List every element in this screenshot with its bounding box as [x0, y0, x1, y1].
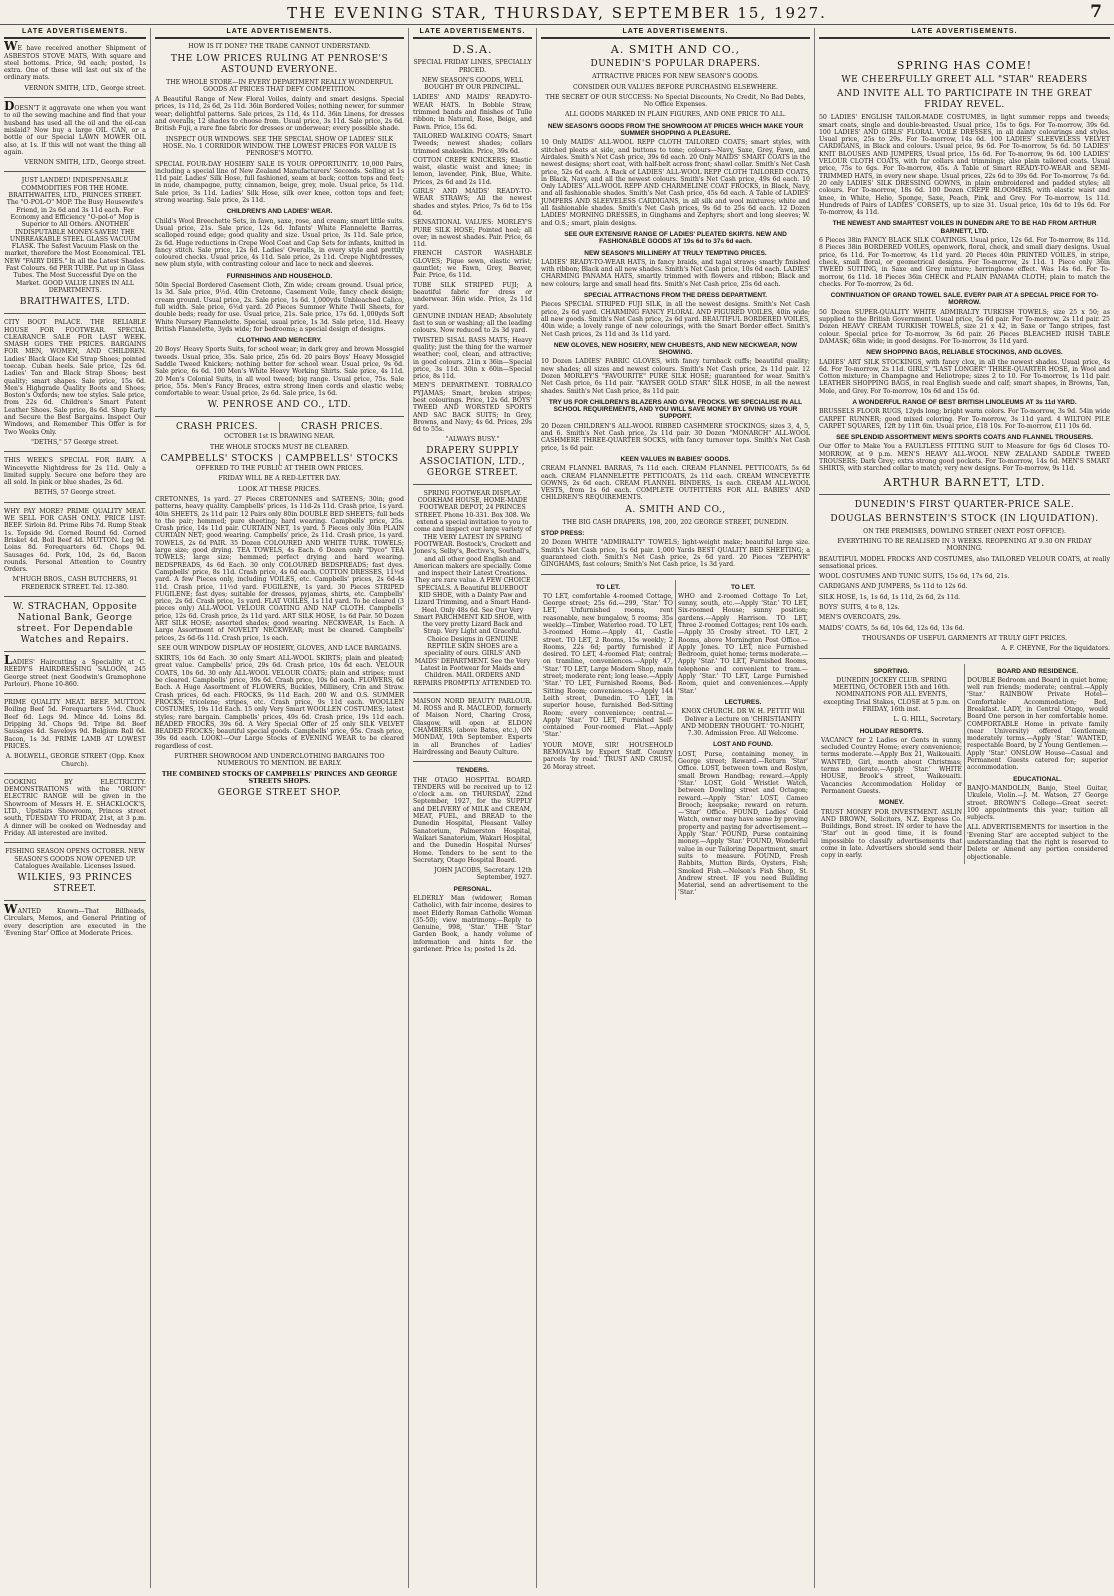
- masthead: [0, 0, 1114, 25]
- smith-section-body: Pieces SPECIAL STRIPED FUJI SILK, in all the newest designs. Smith's Net Cash price, 2s 6d yard. CHARMING FANCY FLORAL AND FIGURED VOILES, 40in wide; all new goods. Smith's Net Cash price, 2s 6d yard. BEAUTIFUL BORDERED VOILES, 40in wide; a lovely range of new colourings, with the Smart Border effect. Smith's Net Cash prices, 2s 11d and 3s 11d yard.: [541, 301, 810, 338]
- dsa-item: FRENCH CASTOR WASHABLE GLOVES; Pique sewn, elastic wrist; gauntlet; we Fawn, Grey, Beaver, Pair. Price, 6s 11d.: [413, 250, 532, 280]
- tolet-text: WHO and 2-roomed Cottage To Let, sunny, south, etc.—Apply 'Star.' TO LET, Six-roomed House; sunny position; gardens.—Apply Harrison. TO LET, Three 2-roomed Cottages; rent 10s each.—Apply 35 Crosby street. TO LET, 2 Rooms, above Mornington Post Office.—Apply Jones. TO LET, nice Furnished Bedroom, quiet home; terms moderate.—Apply 'Star.' TO LET, Furnished Rooms, telephone and convenient to tram.—Apply 'Star.' TO LET, Large Furnished Room, quiet and conveniences.—Apply 'Star.': [678, 592, 808, 695]
- bernstein-title: DUNEDIN'S FIRST QUARTER-PRICE SALE.: [854, 499, 1075, 510]
- classified-right: [964, 664, 1110, 864]
- smith-signature-address: THE BIG CASH DRAPERS, 198, 200, 202 GEORGE STREET, DUNEDIN.: [562, 518, 789, 526]
- bernstein-line: SILK HOSE, 1s, 1s 6d, 1s 11d, 2s 6d, 2s 11d.: [819, 593, 961, 601]
- divider: [4, 900, 146, 901]
- bernstein-line: CARDIGANS AND JUMPERS, 5s 11d to 12s 6d.: [819, 583, 968, 591]
- divider: [4, 171, 146, 172]
- ad-shacklock-electric: COOKING BY ELECTRICITY. DEMONSTRATIONS with the "ORION" ELECTRIC RANGE will be given in the Showroom of Messrs H. E. SHACKLOCK'S, LTD., Upstairs Showroom, Princes street south, TUESDAY TO FRIDAY, 21st, at 3 p.m. A dinner will be cooked on Wednesday and Friday. All interested are invited.: [4, 778, 146, 837]
- smith-section-body: CREAM FLANNEL BARRAS, 7s 11d each. CREAM FLANNEL PETTICOATS, 5s 6d each. CREAM FLANNELETTE PETTICOATS, 2s 11d each. CREAM WINCEYETTE GOWNS, 2s 6d each. CREAM FLANNEL BINDERS, 1s each. CREAM ALL-WOOL VESTS, from 1s 6d each. COMPLETE OUTFITTERS FOR ALL BABIES' AND CHILDREN'S REQUIREMENTS.: [541, 465, 810, 502]
- friday-revel: AND INVITE ALL TO PARTICIPATE IN THE GREAT FRIDAY REVEL.: [836, 89, 1093, 111]
- campbells-items-2: SKIRTS, 10s 6d Each. 30 only Smart ALL-WOOL SKIRTS; plain and pleated; great value. Campbells' price, 29s 6d. Crash price, 10s 6d each. VELOUR COATS, 10s 6d. 30 only ALL-WOOL VELOUR COATS; plain and stripes; must be cleared. Campbells' price, 39s 6d. Crash price, 10s 6d each. FLOWERS, 6d Each. A Huge Assortment of FLOWERS, Buckles, Millinery, Crin and Straw. Crash prices, 6d each. FROCKS, 9s 11d Each. 200 W. and O.S. SUMMER FROCKS; tricolene; stripes, etc. Crash price, 9s 11d each. WOOLLEN COSTUMES, 19s 11d Each. 15 only Very Smart WOOLLEN COSTUMES; latest styles; rare bargain. Campbells' prices, 49s 6d. Crash price, 19s 11d each. BEADED FROCKS, 39s 6d. A Very Special Offer of 25 only SILK VELVET BEADED FROCKS; beautiful special goods. Campbells' price, 95s. Crash price, 39s 6d each. LOOK!—Our Large Stocks of EVENING WEAR to be cleared regardless of cost.: [155, 655, 404, 750]
- crash-intro-1: OCTOBER 1st IS DRAWING NEAR.: [224, 433, 335, 441]
- column-3: [408, 28, 536, 1588]
- ad-oilcan-text: DOESN'T it aggravate one when you want to oil the sewing machine and find that your husband has used all the oil and the oil-can mislaid? Now buy a large OIL CAN, or a bottle of our Special LAWN MOWER OIL also, at 1s. If this will not want the thing all again.: [4, 99, 146, 156]
- divider: [4, 773, 146, 774]
- money-text: TRUST MONEY FOR INVESTMENT. ASLIN AND BROWN, Solicitors, N.Z. Express Co. Buildings, Bond street. IN order to have the 'Star' out in good time, it is found impossible to classify advertisements that come in late. Advertisers should send their copy in early.: [821, 808, 962, 860]
- greet-readers: WE CHEERFULLY GREET ALL "STAR" READERS: [841, 75, 1088, 86]
- divider: [4, 502, 146, 503]
- ad-mhugh-sig: M'HUGH BROS., CASH BUTCHERS, 91 FREDERICK STREET. Tel. 12-380.: [12, 576, 138, 591]
- removals-ad: YOUR MOVE, SIR! HOUSEHOLD REMOVALS by Expert Staff. Country parcels 'by road.' TRUST AND CRUST, 26 Moray street.: [543, 741, 673, 771]
- divider: [819, 658, 1110, 659]
- ad-braithwaites-text: JUST LANDED! INDISPENSABLE COMMODITIES FOR THE HOME. BRAITHWAITES, LTD., PRINCES STREET. The "O-POL-O" MOP. The Busy Housewife's Friend, in 2s 6d and 3s 11d each. For Economy and Efficiency "O-pol-o" Mop is Superior to All Others. ANOTHER INDISPUTABLE MONEY-SAVER! THE UNBREAKABLE STEEL GLASS VACUUM FLASK. The Safest Vacuum Flask on the market, therefore the Most Economical. TEL NEW "FAIRY DIES." In all the Latest Shades. Fast Colours. 6d PER TUBE. Put up in Glass Tubes. The Most Successful Dye on the Market. GOOD VALUE LINES IN ALL DEPARTMENTS.: [4, 177, 146, 294]
- bernstein-line: BEAUTIFUL MODEL FROCKS AND COSTUMES, also TAILORED VELOUR COATS, at really sensational prices.: [819, 555, 1110, 570]
- campbells-right: CAMPBELLS' STOCKS: [279, 454, 404, 465]
- campbells-intro-1: OFFERED TO THE PUBLIC AT THEIR OWN PRICES.: [195, 465, 364, 473]
- campbells-items: CRETONNES, 1s yard. 27 Pieces CRETONNES and SATEENS; 30in; good patterns, heavy quality. Campbells' prices, 1s 11d-2s 11d. Crash price, 1s yard. 40in SHEETS, 2s 11d pair. 12 Pairs only 80in DOUBLE BED SHEETS; full beds to the pair; hemmed; pure sheeting; hard wearing. Campbells' price, 25s. Crash price, 14s 11d pair. CURTAIN NET, 1s yard. 5 Pieces only 30in PLAIN CURTAIN NET; good wearing. Campbells' price, 2s 11d. Crash price, 1s yard. TOWELS, 2s 6d PAIR. 35 Dozen COLOURED AND WHITE TURK. TOWELS; large size; good drying. TEA TOWELS, 4s Each. 6 Dozen only "Dyco" TEA TOWELS; large size; hemmed; perfect drying and hard wearing. BEDSPREADS, 4s 6d Each. 30 only COLOURED BEDSPREADS; fast dyes. Campbells' price, 8s 11d. Crash price, 4s 6d each. COTTON DRESSES, 11½d yard. A few Pieces only, including VOILES, etc. Campbells' prices, 2s 6d-4s 11d. Crash price, 11½d yard. FUGILENE, 1s yard. 30 Pieces STRIPED FUGILENE; fast dyes; suitable for dresses, pyjamas, shirts, etc. Campbells' price, 2s 6d. Crash price, 1s yard. FLAT VOILES, 1s 11d yard. To be cleared (3 pieces only) ALL-WOOL VELOUR COATING AND NAP CLOTH. Campbells' price, 12s 6d. Crash price, 2s 11d yard. ART SILK HOSE, 1s 6d Pair. 50 Dozen ART SILK HOSE; assorted shades; good wearing. NECKWEAR, 1s Each. A Large Assortment of NOVELTY NECKWEAR; must be cleared. Campbells' prices, 2s 6d-6s 11d. Crash price, 1s each.: [155, 495, 404, 642]
- educational-header: EDUCATIONAL.: [1013, 775, 1062, 783]
- spring-has-come: SPRING HAS COME!: [896, 59, 1033, 73]
- barnett-section-body: BRUSSELS FLOOR RUGS, 12yds long; bright warm colors. For To-morrow, 3s 9d. 54in wide CARPET RUNNER; good mixed coloring. For To-morrow, 3s 11d yard. 4 WILTON PILE CARPET SQUARES, 12ft by 11ft 6in. Usual price, £18 10s. For To-morrow, £11 10s 6d.: [819, 408, 1110, 430]
- tenders-signature: JOHN JACOBS, Secretary. 12th September, 1927.: [434, 867, 532, 882]
- maison-nord-ad: MAISON NORD BEAUTY PARLOUR. M. ROSS and R. MACLEOD, formerly of Maison Nord, Charing Cross, Glasgow, will open at ELDON CHAMBERS, (above Bates, etc.), ON MONDAY, 19th September. Experts in all Branches of Ladies' Hairdressing and Beauty Culture.: [413, 697, 532, 756]
- barnett-section-head: A WONDERFUL RANGE OF BEST BRITISH LINOLEUMS AT 3s 11d YARD.: [852, 398, 1077, 406]
- crash-prices-heading: [155, 422, 404, 433]
- page-number: 7: [1090, 2, 1102, 22]
- lost-found-header: LOST AND FOUND.: [713, 741, 773, 749]
- bernstein-line: BOYS' SUITS, 4 to 8, 12s.: [819, 604, 900, 612]
- dsa-item: GENUINE INDIAN HEAD; Absolutely fast to sun or washing; all the leading colours. Now reduced to 2s 3d yard.: [413, 312, 532, 335]
- smith-intro: CONSIDER OUR VALUES BEFORE PURCHASING ELSEWHERE.: [572, 83, 779, 91]
- smith-section-head: SPECIAL ATTRACTIONS FROM THE DRESS DEPARTMENT.: [583, 292, 768, 300]
- dsa-item: TAILORED WALKING COATS; Smart Tweeds; newest shades; collars trimmed snakeskin. Price, 39s 6d.: [413, 132, 532, 155]
- dsa-item: GIRLS' AND MAIDS' READY-TO-WEAR STRAWS; All the newest shades and styles. Price, 7s 6d to 15s 6d.: [413, 188, 532, 217]
- campbells-footer-3: GEORGE STREET SHOP.: [217, 788, 342, 799]
- ad-bolwell-text: PRIME QUALITY MEAT. BEEF. MUTTON. Boiling Beef 5d. Forequarters 5½d. Chuck Beef 6d. Legs 9d. Mince 4d. Loins 8d. Dripping 3d. Chops 9d. Tripe 8d. Beef Sausages 4d. Saveloys 9d. Belgium Roll 6d. Bacon, 1s 3d. PRIME LAMB AT LOWEST PRICES.: [4, 699, 146, 750]
- ad-printing: WANTED Known—That Billheads, Circulars, Memos, and General Printing of every description are executed in the 'Evening Star' Office at Moderate Prices.: [4, 902, 146, 938]
- dsa-item: COTTON CREPE KNICKERS; Elastic waist, elastic waist and knee; in lemon, lavender, Pink, Blue, White. Prices, 2s 6d and 2s 11d.: [413, 156, 532, 186]
- ad-braithwaites-sig: BRAITHWAITES, LTD.: [19, 297, 131, 308]
- dsa-title: D.S.A.: [452, 43, 493, 57]
- holiday-header: HOLIDAY RESORTS.: [859, 727, 924, 735]
- dsa-item: SENSATIONAL VALUES: MORLEY'S PURE SILK HOSE; Pointed heel; all over; in newest shades. Pair. Price, 6s 11d.: [413, 219, 532, 249]
- barnett-section-body: LADIES' ART SILK STOCKINGS, with fancy clox, in all the newest shades. Usual price, 4s 6d. For To-morrow, 2s 11d. GIRLS' "LAST LONGER" THREE-QUARTER HOSE, in Wool and Cotton mixture; in Champagne and Heliotrope; sizes 2 to 10. For To-morrow, 1s 11d pair. LEATHER SHOPPING BAGS, in real English suede and calf; smart shapes, in Browns, Tan, Mole, and Grey. For To-morrow, 10s 6d and 15s 6d.: [819, 358, 1110, 395]
- tolet-column-b: [675, 580, 810, 900]
- dsa-item: TUBE SILK STRIPED FUJI; A beautiful fabric for dress or underwear. 36in wide. Price, 2s 11d yard.: [413, 281, 532, 311]
- barnett-section-head: SEE SPLENDID ASSORTMENT MEN'S SPORTS COATS AND FLANNEL TROUSERS.: [836, 434, 1093, 442]
- ad-asbestos-sig: VERNON SMITH, LTD., George street.: [24, 84, 146, 92]
- smith-section-body: LADIES' READY-TO-WEAR HATS, in fancy braids, and tagal straws; smartly finished with ribbon; Black and all new shades. Smith's Net Cash price, 10s 6d each. LADIES' CHARMING PANAMA HATS, smartly trimmed with flowers and ribbon; Black and new colours; large and small head fits. Smith's Net Cash price, 25s 6d each.: [541, 258, 810, 288]
- bernstein-line: MEN'S OVERCOATS, 29s.: [819, 614, 901, 622]
- campbells-window: SEE OUR WINDOW DISPLAY OF HOSIERY, GLOVES, AND LACE BARGAINS.: [157, 644, 402, 652]
- tolet-header: TO LET.: [730, 583, 756, 591]
- divider: [413, 761, 532, 762]
- penrose-section-head: CHILDREN'S AND LADIES' WEAR.: [226, 208, 333, 216]
- barnett-section-body: 50 Dozen SUPER-QUALITY WHITE ADMIRALTY TURKISH TOWELS; size 25 x 50; as supplied to the British Government. Usual price, 5s 6d pair. For To-morrow, 2s 11d pair. 25 Dozen HEAVY CREAM TURKISH TOWELS, size 21 x 42, in Saxe or Tango stripes, fast colour. Special price for To-morrow, 3s 6d pair. 26 Pieces BLEACHED IRISH TABLE DAMASK; 68in wide; in good designs. For To-morrow, 3s 11d yard.: [819, 308, 1110, 345]
- penrose-block: INSPECT OUR WINDOWS. SEE THE SPECIAL SHOW OF LADIES' SILK HOSE. No. 1 CORRIDOR WINDOW. THE LOWEST PRICES FOR VALUE IS PENROSE'S MOTTO.: [162, 135, 397, 158]
- ad-reedy-hairdressing: LADIES' Haircutting a Speciality at C. REEDY'S HAIRDRESSING SALOON, 245 George street (next Goodwin's Gramophone Parlour). Phone 10-860.: [4, 653, 146, 688]
- tolet-header: TO LET.: [595, 583, 621, 591]
- crash-prices-left: CRASH PRICES.: [175, 422, 259, 433]
- penrose-block: 20 Boys' Heavy Sports Suits, for school wear; in dark grey and brown Mossgiel tweeds. Usual price, 35s. Sale price, 25s 6d. 20 pairs Boys' Heavy Mossgiel Saddle Tweed Knickers; nothing better for school wear. Usual price, 9s 6d. Sale price, 6s 6d. 100 Men's White Heavy Working Shirts. Sale price, 4s 11d. 20 Men's Colonial Suits, in all wool tweed; big range. Usual price, 75s. Sale price, 55s. Men's Fancy Braces, extra strong linen cords and elastic webs; comfortable to wear. Usual price, 2s 6d. Sale price, 1s 6d.: [155, 346, 404, 398]
- dsa-item: TWISTED SISAL BASS MATS; Heavy quality; just the thing for the warmer weather; cool, clean, and attractive; in good colours. 21in x 36in—Special price, 3s 11d. 30in x 60in—Special price, 8s 11d.: [413, 336, 532, 381]
- smith-intro: THE SECRET OF OUR SUCCESS: No Special Discounts, No Credit, No Bad Debts, No Office Expenses.: [545, 93, 806, 109]
- campbells-footer-1: FURTHER SHOWROOM AND UNDERCLOTHING BARGAINS TOO NUMEROUS TO MENTION. BE EARLY.: [174, 753, 385, 768]
- column-2: [150, 28, 408, 1588]
- cookham-house-ad: SPRING FOOTWEAR DISPLAY. COOKHAM HOUSE, HOME-MADE FOOTWEAR DEPOT, 24 PRINCES STREET. Phone 10-331. Box 308. We extend a special invitation to you to come and inspect our large variety of THE VERY LATEST IN SPRING FOOTWEAR. Bostock's, Crockett and Jones's, Selby's, Bective's, Southall's, and all other good English and American makers are specially. Come and inspect their Latest Creations. They are rare value. A FEW CHOICE SPECIALS. A Beautiful BLUEBOOT KID SHOE, with a Dainty Paw and Lizard Trimming, and a Smart Hand-Heel. Only 48s 6d. See Our Very Smart PARCHMENT KID SHOE, with the very pretty Lizard Back and Strap. Very Light and Graceful. Choice Designs in GENUINE REPTILE SKIN SHOES are a speciality of ours. GIRLS' AND MAIDS' DEPARTMENT. See the Very Latest in Footwear for Maids and Children. MAIL ORDERS AND REPAIRS PROMPTLY ATTENDED TO.: [413, 489, 532, 687]
- lectures-header: LECTURES.: [724, 698, 762, 706]
- column-4-header: LATE ADVERTISEMENTS.: [541, 28, 810, 39]
- penrose-intro-2: THE LOW PRICES RULING AT PENROSE'S ASTOUND EVERYONE.: [170, 53, 389, 75]
- smith-section-head: NEW GLOVES, NEW HOSIERY, NEW CHUBESTS, AND NEW NECKWEAR, NOW SHOWING.: [553, 341, 798, 357]
- tenders-text: THE OTAGO HOSPITAL BOARD. TENDERS will be received up to 12 o'clock a.m. on THURSDAY, 22nd September, 1927, for the SUPPLY and DELIVERY of MILK and CREAM, MEAT, FUEL, and BREAD to the Dunedin Hospital, Pleasant Valley Sanatorium, Palmerston Hospital, Waikari Sanatorium, Wakari Hospital, and the Dunedin Hospital Nurses' Home. Tenders to be sent to the Secretary, Otago Hospital Board.: [413, 776, 532, 864]
- bernstein-line: MAIDS' COATS, 5s 6d, 10s 6d, 12s 6d, 13s 6d.: [819, 624, 965, 632]
- column-3-header: LATE ADVERTISEMENTS.: [413, 28, 532, 39]
- tenders-header: TENDERS.: [456, 767, 489, 775]
- bernstein-line: ON THE PREMISES, DOWLING STREET (NEXT POST OFFICE).: [863, 527, 1066, 535]
- bernstein-line: EVERYTHING TO BE REALISED IN 3 WEEKS. REOPENING AT 9.30 ON FRIDAY MORNING.: [837, 537, 1092, 553]
- divider: [413, 692, 532, 693]
- dsa-signature: DRAPERY SUPPLY ASSOCIATION, LTD., GEORGE STREET.: [419, 445, 526, 478]
- dsa-line-1: SPECIAL FRIDAY LINES, SPECIALLY PRICED.: [413, 59, 532, 74]
- ad-bolwell: [4, 699, 146, 768]
- campbells-intro-3: LOOK AT THESE PRICES.: [238, 485, 321, 493]
- smith-section-body: 10 Only MAIDS' ALL-WOOL REPP CLOTH TAILORED COATS; smart styles, with stitched pleats at side, and buttons to tone; colours—Navy, Saxe, Grey, Fawn, and Airdales. Smith's Net Cash price, 39s 6d each. 20 Only MAIDS' SMART COATS in the newest designs; short coat, with half-belt across front; shawl collar. Smith's Net Cash price, 52s 6d each. A Rack of LADIES' ALL-WOOL REPP CLOTH TAILORED COATS, in Black, Navy, and all the newest colours. Smith's Net Cash price, 49s 6d each. 10 Only LADIES' ALL-WOOL REPP AND CHARMELINE COAT FROCKS, in Black, Navy, and all fashionable shades. Smith's Net Cash price, 45s 6d each. A Table of LADIES' JUMPERS AND SLEEVELESS CARDIGANS, in all silk and wool mixtures; white and all fashionable shades. Smith's Net Cash prices, 9s 6d to 25s 6d each. 12 Dozen LADIES' MORNING DRESSES, in Ginghams and Zephyrs; short and long sleeves; W. and O.S.; smart, plain designs.: [541, 139, 810, 227]
- penrose-intro-1: HOW IS IT DONE? THE TRADE CANNOT UNDERSTAND.: [188, 43, 371, 51]
- campbells-intro-2: FRIDAY WILL BE A RED-LETTER DAY.: [218, 475, 341, 483]
- ad-baby-special: [4, 457, 146, 496]
- bernstein-line: WOOL COSTUMES AND TUNIC SUITS, 15s 6d, 17s 6d, 21s.: [819, 573, 1010, 581]
- smith-subtitle: DUNEDIN'S POPULAR DRAPERS.: [590, 59, 761, 70]
- column-5: [814, 28, 1114, 1588]
- ad-mhugh-text: WHY PAY MORE? PRIME QUALITY MEAT. WE SELL FOR CASH ONLY. PRICE LIST: BEEF. Sirloin 8d. Prime Ribs 7d. Rump Steak 1s. Topside 9d. Corned Round 6d. Corned Brisket 4d. Boil Beef 4d. MUTTON. Leg 9d. Loins 8d. Forequarters 6d. Chops 9d. Sausages 6d. Pork, 10d, 2s 6d, Bacon rounds. Personal Attention to Country Orders.: [4, 507, 146, 574]
- divider: [4, 451, 146, 452]
- sporting-header: SPORTING.: [873, 667, 910, 675]
- classified-section-right: [819, 664, 1110, 864]
- smith-section-head: SEE OUR EXTENSIVE RANGE OF LADIES' PLEATED SKIRTS. NEW AND FASHIONABLE GOODS AT 19s 6d to 37s 6d each.: [564, 230, 787, 246]
- penrose-block: SPECIAL FOUR-DAY HOSIERY SALE IS YOUR OPPORTUNITY. 10,000 Pairs, including a special line of New Zealand Manufacturers' Seconds. Selling at 1s 11d pair. Ladies' Silk Hose, full fashioned, seam at back; cotton tops and feet; in nude, champagne, putty, cinnamon, beige, grey, mole. Usual price, 5s 11d. Sale price, 3s 11d. Ladies' Silk Hose, silk over knee, cotton tops and feet; strong wearing. Sale price, 2s 11d.: [155, 160, 404, 205]
- ad-wilkies-text: FISHING SEASON OPENS OCTOBER. NEW SEASON'S GOODS NOW OPENED UP. Catalogues Available. Licenses Issued.: [5, 848, 145, 870]
- divider: [413, 484, 532, 485]
- personal-text: ELDERLY Man (widower, Roman Catholic), with fair income, desires to meet Elderly Roman Catholic Woman (35-50); view matrimony.—Reply to Genuine, 998, 'Star.' THE 'Star' Garden Book, a handy volume of information and hints for the gardener. Price 1s; posted 1s 2d.: [413, 894, 532, 954]
- ad-wilkies-sig: WILKIES, 93 PRINCES STREET.: [17, 873, 133, 895]
- divider: [819, 494, 1110, 495]
- divider: [4, 651, 146, 652]
- penrose-block: A Beautiful Range of New Floral Voiles, dainty and smart designs. Special prices, 1s 11d, 2s 6d, 2s 11d. 36in Bordered Voiles; nothing newer, for summer wear; delightful patterns. Sale prices, 2s 11d, 4s 11d. 36in Linens, for dresses and overalls; 12 shades to choose from. Usual price, 3s 11d. Sale price, 2s 6d. British Fuji, a rare fine fabric for dresses or underwear; every possible shade.: [155, 96, 404, 133]
- campbells-footer-2: THE COMBINED STOCKS OF CAMPBELLS' PRINCES AND GEORGE STREETS SHOPS.: [161, 770, 398, 785]
- column-4: [536, 28, 814, 1588]
- barnett-section-body: 6 Pieces 38in FANCY BLACK SILK COATINGS. Usual price, 12s 6d. For To-morrow, 8s 11d. 8 Pieces 38in BORDERED VOILES, openwork, floral, check, and small diary designs. Usual price, 6s 11d. For To-morrow, 4s 11d yard. 20 Pieces 40in PRINTED VOILES, in stripe, check, small floral, or geometrical designs. For To-morrow, 2s 11d. 1 Piece only 36in TWEED SUITING, in Saxe and Grey mixture; herringbone effect. Was 14s 6d. For To-morrow, 6s 11d. 18 Pieces 36in CHECK and PLAIN PANAMA CLOTH; plain to match the checks. For To-morrow, 2s 6d.: [819, 237, 1110, 288]
- ad-mhugh-bros: [4, 508, 146, 591]
- campbells-left: CAMPBELLS' STOCKS: [160, 454, 274, 465]
- divider: [4, 842, 146, 843]
- holiday-text: VACANCY for 2 Ladies or Gents in sunny, secluded Country Home; every convenience; terms moderate.—Apply Box 21, Waikouaiti. WANTED, Girl, month about Christmas; terms moderate.—Apply 'Star.' WHITE HOUSE, Brook's street, Waikouaiti. Vacancies Accommodation Holiday or Permanent Guests.: [821, 736, 962, 795]
- ad-baby-sig: BETHS, 57 George street.: [34, 489, 116, 497]
- column-1: [0, 28, 150, 1588]
- column-2-header: LATE ADVERTISEMENTS.: [155, 28, 404, 39]
- smith-section-head: TRY US FOR CHILDREN'S BLAZERS AND GYM. FROCKS. WE SPECIALISE IN ALL SCHOOL REQUIREMENTS, AND YOU WILL SAVE MONEY BY GIVING US YOUR SUPPORT.: [548, 398, 803, 421]
- ad-bolwell-sig: A. BOLWELL, GEORGE STREET (Opp. Knox Church).: [5, 753, 145, 768]
- ad-asbestos-text: WE have received another Shipment of ASBESTOS STOVE MATS, With square and steel bottoms. Price, 9d each; posted, 1s extra. One of these will last out six of the ordinary mats.: [4, 39, 146, 82]
- personal-header: PERSONAL.: [453, 885, 492, 893]
- penrose-intro-3: THE WHOLE STORE—IN EVERY DEPARTMENT REALLY WONDERFUL GOODS AT PRICES THAT DEFY COMPETITION.: [166, 78, 393, 93]
- campbells-heading: [155, 454, 404, 465]
- smith-intro: ATTRACTIVE PRICES FOR NEW SEASON'S GOODS.: [592, 73, 759, 81]
- ad-oilcan: [4, 99, 146, 167]
- board-text: DOUBLE Bedroom and Board in quiet home; well run friends; moderate; central.—Apply 'Star.' RAINBOW Private Hotel—Comfortable Accommodation; Bed, Breakfast. LADY, in Central Otago, would Board One person in her comfortable home. COMFORTABLE Home in private family (near University) offered Gentleman; moderately terms.—Apply 'Star.' WANTED, respectable Board, by 2 Young Gentlemen.—Apply 'Star.' ONSLOW House—Casual and Permanent Guests catered for; superior accommodation.: [967, 676, 1108, 772]
- ad-oilcan-sig: VERNON SMITH, LTD., George street.: [24, 159, 146, 167]
- barnett-section-head: CONTINUATION OF GRAND TOWEL SALE. EVERY PAIR AT A SPECIAL PRICE FOR TO-MORROW.: [830, 292, 1099, 307]
- dsa-item: LADIES' AND MAIDS' READY-TO-WEAR HATS. In Bobble Straw, trimmed bands and finishes of Tulle ribbon; in Natural, Rose, Beige, and Fawn. Price, 15s 6d.: [413, 94, 532, 131]
- column-1-header: LATE ADVERTISEMENTS.: [4, 28, 146, 39]
- dsa-item: MEN'S DEPARTMENT. TOBRALCO PYJAMAS; Smart, broken stripes; best colourings. Price, 12s 6d. BOYS' TWEED AND WORSTED SPORTS AND SAC BACK SUITS; In Grey, Browns, and Navy; 4s 6d. Prices, 29s 6d to 55s.: [413, 382, 532, 434]
- ad-boot-text: CITY BOOT PALACE. THE RELIABLE HOUSE FOR FOOTWEAR. SPECIAL CLEARANCE SALE FOR LAST WEEK. SMASH GOES THE PRICES. BARGAINS FOR MEN, WOMEN, AND CHILDREN. Ladies' Black Glace Kid Strap Shoes; pointed toecap. Cuban heels. Sale price, 12s 6d. Ladies' Tan and Black Strap Shoes; best quality; smart shapes. Sale price, 15s 6d. Men's Highgrade Quality Boots and Shoes; Boston's Oxfords; new toe styles. Sale price, from 22s 6d. Children's Smart Patent Leather Shoes. Sale price, 8s 6d. Shop Early and Secure the Best Bargains. Inspect Our Windows, and Remember This Offer is for Two Weeks Only.: [4, 319, 146, 436]
- crash-prices-right: CRASH PRICES.: [279, 422, 404, 433]
- board-header: BOARD AND RESIDENCE.: [996, 667, 1078, 675]
- smith-title: A. SMITH AND CO.,: [610, 43, 741, 57]
- crash-intro-2: THE WHOLE STOCKS MUST BE CLEARED.: [209, 443, 350, 451]
- penrose-section-head: CLOTHING AND MERCERY.: [237, 337, 322, 345]
- tolet-column-a: [541, 580, 675, 900]
- stop-press-header: STOP PRESS:: [541, 530, 585, 538]
- smith-section-head: KEEN VALUES IN BABIES' GOODS.: [620, 455, 731, 463]
- dsa-line-2: NEW SEASON'S GOODS, WELL BOUGHT BY OUR PRINCIPAL.: [421, 76, 524, 92]
- stop-press-text: 20 Dozen WHITE "ADMIRALTY" TOWELS; light-weight make; beautiful large size. Smith's Net Cash price, 1s 6d pair. 1,000 Yards BEST QUALITY BED SHEETING; a guaranteed cloth. Smith's Net Cash price, 2s 6d yard. 20 Pieces "ZEPHYR" GINGHAMS, fast colours; Smith's Net Cash price, 1s 3d yard.: [541, 539, 810, 569]
- penrose-block: 50in Special Bordered Casement Cloth, Zin wide; cream ground. Usual price, 1s 3d. Sale price, 9½d. 40in Cretonne, Casement Voile, fancy check design; cream ground. Usual price, 2s. Sale price, 1s 6d. 1,000yds Unbleached Calico, full width. Sale price, 6½d yard. 20 Pieces Summer White Twill Sheets, for double beds; ready for use. Usual price, 21s. Sale price, 17s 6d. 1,000yds Soft White Nursery Flannelette. Special, usual price, 1s 3d. Sale price, 11d. Heavy British Flannelette, 3yds wide; for bedrooms; a special design of designs.: [155, 282, 404, 333]
- divider: [4, 693, 146, 694]
- barnett-signature: ARTHUR BARNETT, LTD.: [883, 475, 1046, 489]
- divider: [155, 416, 404, 417]
- ad-braithwaites: [4, 177, 146, 308]
- barnett-section-body: Our Offer to Make You a FAULTLESS FITTING SUIT to Measure for 6gs 6d Closes TO-MORROW, at 9 p.m. MEN'S HEAVY ALL-WOOL NEW ZEALAND SADDLE TWEED TROUSERS; Dark Grey; extra strong good pockets. For To-morrow, 14s 6d. MEN'S SMART SHIRTS, with starched collar to match; very new designs. For To-morrow, 9s 11d.: [819, 443, 1110, 473]
- penrose-section-head: FURNISHINGS AND HOUSEHOLD.: [226, 272, 333, 280]
- barnett-items: 50 LADIES' ENGLISH TAILOR-MADE COSTUMES, in light summer repps and tweeds; smart coats, single and double-breasted. Usual price, 15s to 6gs. For To-morrow, 39s 6d. 100 LADIES' AND GIRLS' FLORAL VOILE DRESSES, in all dainty colourings and styles. Usual price, 25s to 29s. For To-morrow, 14s 6d. 100 LADIES' SLEEVELESS VELVET CARDIGANS, in Black and colours. Usual price, 9s 6d. For To-morrow, 5s 6d. 50 LADIES' KNIT BLOUSES AND JUMPERS, Usual price, 15s 6d. For To-morrow, 9s 6d. 100 LADIES' VELOUR CLOTH COATS, with fur collars and trimmings; also plain tailored coats. Usual price, 75s to 6gs. For To-morrow, 45s. A Table of Smart READY-TO-WEAR and SEMI-TRIMMED HATS, in every new shape. Usual prices, 22s 6d to 39s 6d. For To-morrow, 7s 6d. 20 only LADIES' SILK DRESSING GOWNS, in plain embroidered and padded styles; all colours. For To-morrow, 18s 6d. 100 Dozen CREPE BLOOMERS, with elastic waist and knee, in White, Helio, Sponge, Saxe, Peach, Pink, and Grey. For To-morrow, 1s 11d. Hundreds of Pairs of LADIES' CORSETS, up to size 31. Usual price, 10s 6d to 19s 6d. For To-morrow, 4s 11d.: [819, 114, 1110, 217]
- divider: [4, 313, 146, 314]
- smith-section-head: NEW SEASON'S MILLINERY AT TRULY TEMPTING PRICES.: [584, 249, 767, 257]
- smith-signature: A. SMITH AND CO.,: [625, 504, 726, 515]
- ad-strachan: W. STRACHAN, Opposite National Bank, George street. For Dependable Watches and Repairs.: [12, 602, 138, 645]
- lost-found-text: LOST, Purse, containing money, in George street; Reward.—Return 'Star' Office. LOST, between town and Roslyn, small Brown Handbag; reward.—Apply 'Star.' LOST, Gold Wristlet Watch, between Dowling street and Octagon; reward.—Apply 'Star.' LOST, Cameo Brooch; keepsake; reward on return.—'Star' Office. FOUND, Ladies' Gold Watch, owner may have same by proving property and paying for advertisement.—Apply 'Star.' FOUND, Purse containing money.—Apply 'Star.' FOUND, Wonderful value in our Tailoring Department, smart suits to measure. FOUND, Fresh Rabbits, Mutton Birds, Oysters, Fish; Smoked Fish.—Nelson's Fish Shop, St. Andrew street. IF you need Building Material, send an advertisement to the 'Star.': [678, 750, 808, 897]
- divider: [4, 596, 146, 597]
- ad-baby-text: THIS WEEK'S SPECIAL FOR BABY. A Winceyette Nightdress for 2s 11d. Only a limited supply. Secure one before they are all sold. In pink or blue shades, 2s 6d.: [4, 457, 146, 487]
- smith-intro: ALL GOODS MARKED IN PLAIN FIGURES, AND ONE PRICE TO ALL.: [565, 111, 786, 119]
- bernstein-signature: A. F. CHEYNE, For the liquidators.: [1001, 645, 1110, 653]
- lectures-text: KNOX CHURCH. DR W. H. PETTIT Will Deliver a Lecture on 'CHRISTIANITY AND MODERN THOUGHT.' TO-NIGHT, 7.30. Admission Free. All Welcome.: [681, 708, 805, 738]
- classified-left: [819, 664, 964, 864]
- ad-wilkies: [4, 848, 146, 895]
- advertising-notice: ALL ADVERTISEMENTS for insertion in the 'Evening Star' are accepted subject to the understanding that the right is reserved to Delete or Amend any portion considered objectionable.: [967, 824, 1108, 861]
- sporting-text: DUNEDIN JOCKEY CLUB. SPRING MEETING, OCTOBER 15th and 16th. NOMINATIONS FOR ALL EVENTS, excepting Trial Stakes, CLOSE at 5 p.m. on FRIDAY, 16th inst.: [823, 676, 960, 713]
- dsa-busy: "ALWAYS BUSY.": [445, 435, 500, 443]
- smith-section-body: 20 Dozen CHILDREN'S ALL-WOOL RIBBED CASHMERE STOCKINGS; sizes 3, 4, 5, and 6. Smith's Net Cash price, 2s 11d pair. 30 Dozen "MONARCH" ALL-WOOL CASHMERE THREE-QUARTER SOCKS, with fancy turnover tops. Smith's Net Cash price, 1s 6d pair.: [541, 422, 810, 452]
- barnett-section-head: THE NEWEST AND SMARTEST VOILES IN DUNEDIN ARE TO BE HAD FROM ARTHUR BARNETT, LTD.: [832, 220, 1097, 235]
- ad-asbestos: [4, 39, 146, 92]
- ad-city-boot-palace: [4, 319, 146, 446]
- smith-section-body: 10 Dozen LADIES' FABRIC GLOVES, with fancy turnback cuffs; beautiful quality; new shades; all sizes and newest colours. Smith's Net Cash price, 2s 11d pair. 12 Dozen MORLEY'S "FAVOURITE" PURE SILK HOSE; guaranteed for wear. Smith's Net Cash price, 6s 11d pair. "KAYSER GOLD STAR" SILK HOSE, in all the newest shades. Smith's Net Cash price, 8s 11d pair.: [541, 358, 810, 395]
- sporting-signature: L. G. HILL, Secretary.: [893, 716, 962, 724]
- smith-section-head: NEW SEASON'S GOODS FROM THE SHOWROOM AT PRICES WHICH MAKE YOUR SUMMER SHOPPING A PLEASURE.: [547, 122, 804, 138]
- penrose-block: Child's Wool Breechette Sets, in fawn, saxe, rose, and cream; smart little suits. Usual price, 21s. Sale price, 12s 6d. Infants' White Flannelette Barras, scalloped round edge; good quality and size. Usual price, 3s 11d. Sale price, 2s 6d. Huge reductions in Crepe Wool Coat and Cap Sets for infants, knitted in fancy stitch. Sale price, 12s 6d. Ladies' Overalls, in every style and prettily coloured checks. Usual price, 4s 11d. Sale price, 2s 11d. Crepe Nightdresses, new plum style, with contrasting colour and lace to neck and sleeves.: [155, 217, 404, 269]
- penrose-signature: W. PENROSE AND CO., LTD.: [207, 400, 352, 411]
- masthead-title: THE EVENING STAR, THURSDAY, SEPTEMBER 15, 1927.: [287, 4, 827, 22]
- bernstein-line: THOUSANDS OF USEFUL GARMENTS AT TRULY GIFT PRICES.: [862, 634, 1067, 642]
- barnett-section-head: NEW SHOPPING BAGS, RELIABLE STOCKINGS, AND GLOVES.: [866, 349, 1063, 357]
- ad-boot-sig: "DETHS," 57 George street.: [31, 438, 119, 446]
- money-header: MONEY.: [879, 799, 904, 807]
- classified-section: [541, 580, 810, 900]
- divider: [4, 97, 146, 98]
- educational-text: BANJO-MANDOLIN, Banjo, Steel Guitar, Ukulele, Violin.—J. M. Watson, 27 George street. BROWN'S College—Great secret: 100 appointments this year; tuition all subjects.: [967, 784, 1108, 822]
- column-5-header: LATE ADVERTISEMENTS.: [819, 28, 1110, 39]
- divider: [541, 574, 810, 575]
- bernstein-subtitle: DOUGLAS BERNSTEIN'S STOCK (IN LIQUIDATION).: [830, 513, 1099, 524]
- tolet-text: TO LET, comfortable 4-roomed Cottage, George street; 25s 6d.—299, 'Star.' TO LET, Unfurnished rooms, rent reasonable, new bungalow, 5 rooms; 35s weekly.—Timber, Waterloo road. TO LET, 3-roomed Home.—Apply 41, Castle street. TO LET, 2 Rooms, 15s weekly; 2 Rooms, 22s 6d; partly furnished if desired. TO LET, 4-roomed Flat; central; on tramline, conveniences.—Apply 47, 'Star.' TO LET, Large Modern Shop, main street; moderate rent; long lease.—Apply 'Star.' TO LET, Furnished Rooms, Bed-Sitting Room; conveniences.—Apply 144 Leith street, Dunedin. TO LET, in superior house, furnished Bed-Sitting Room; every convenience; central.—Apply 'Star.' TO LET, Furnished Self-contained Four-roomed Flat.—Apply 'Star.': [543, 592, 673, 739]
